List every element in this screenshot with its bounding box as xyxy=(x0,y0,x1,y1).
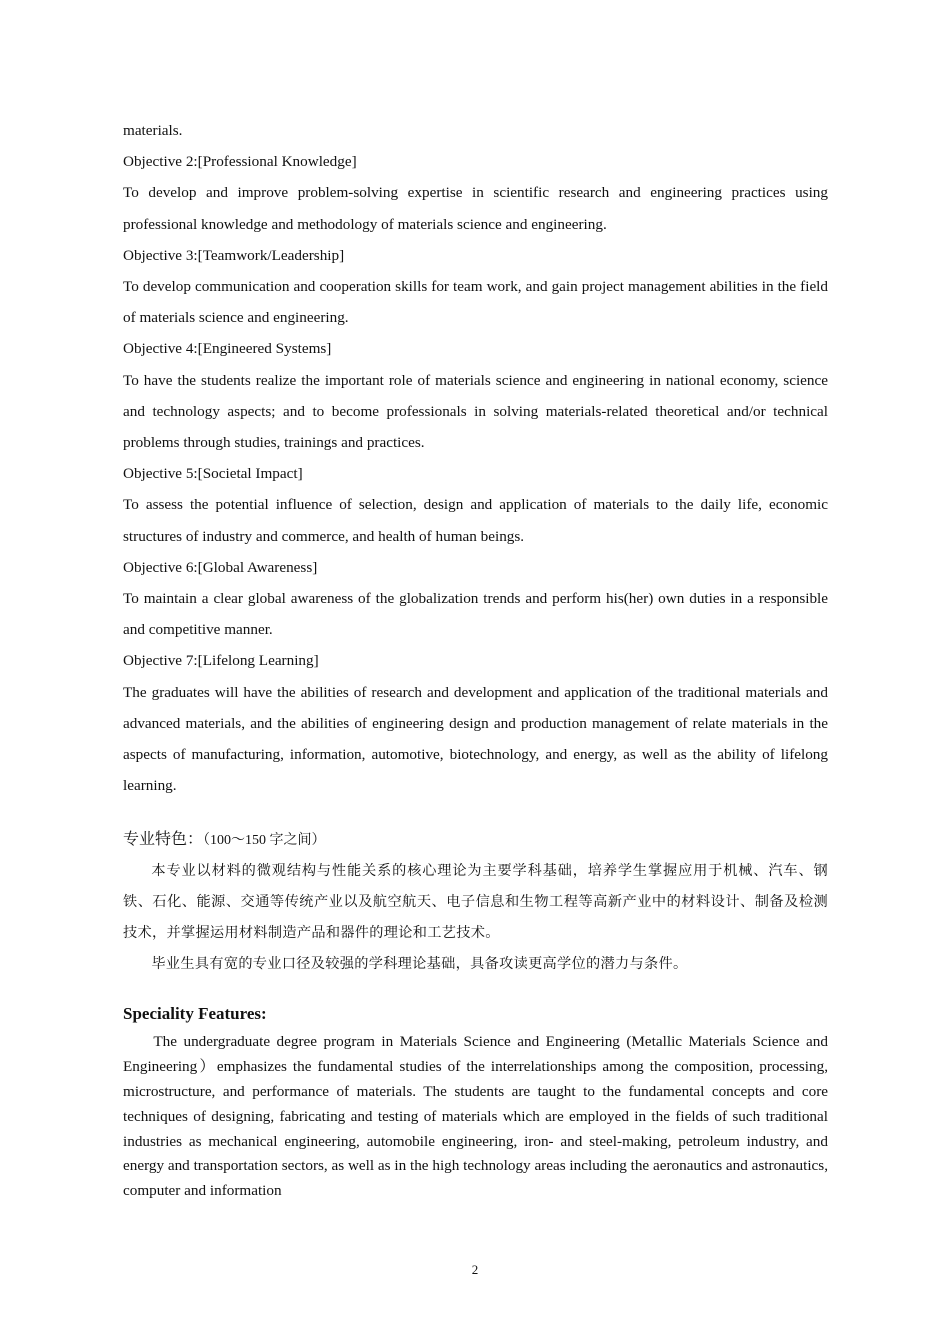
cn-heading-note: （100～150 字之间） xyxy=(203,833,326,849)
objective-2-title: Objective 2:[Professional Knowledge] xyxy=(123,153,357,171)
objective-5-title: Objective 5:[Societal Impact] xyxy=(123,465,303,483)
paragraph-continuation: materials. xyxy=(123,122,183,139)
objective-7-text: The graduates will have the abilities of research and development and application of the traditional materials and advanced materials, and the abilities of engineering design and production management of relate materials in the aspects of manufacturing, information, automotive, biotechnology, and energy, as well as the ability of lifelong learning. xyxy=(123,683,828,795)
objective-6-text: To maintain a clear global awareness of the globalization trends and perform his(her) own duties in a responsible and competitive manner. xyxy=(123,590,828,639)
objective-4-title: Objective 4:[Engineered Systems] xyxy=(123,340,332,358)
objective-3-title: Objective 3:[Teamwork/Leadership] xyxy=(123,246,345,264)
objective-3-text: To develop communication and cooperation skills for team work, and gain project management abilities in the field of materials science and engineering. xyxy=(123,278,828,327)
speciality-features-text: The undergraduate degree program in Materials Science and Engineering (Metallic Materials Science and Engineering）emphasizes the fundamental studies of the interrelationships among the composition, processing, microstructure, and performance of materials. The students are taught to the fundamental concepts and core techniques of designing, fabricating and testing of materials which are employed in the fields of such traditional industries as mechanical engineering, automobile engineering, iron- and steel-making, petroleum industry, and energy and transportation sectors, as well as in the high technology areas including the aeronautics and astronautics, computer and information xyxy=(123,1033,828,1200)
page-number: 2 xyxy=(471,1262,479,1277)
cn-paragraph-2: 毕业生具有宽的专业口径及较强的学科理论基础，具备攻读更高学位的潜力与条件。 xyxy=(151,956,688,973)
objective-6-title: Objective 6:[Global Awareness] xyxy=(123,558,318,576)
objective-4-text: To have the students realize the important role of materials science and engineering in national economy, science and technology aspects; and to become professionals in solving materials-related theoretical and/or technical problems through studies, trainings and practices. xyxy=(123,371,828,452)
objective-5-text: To assess the potential influence of selection, design and application of materials to the daily life, economic structures of industry and commerce, and health of human beings. xyxy=(123,496,828,545)
cn-paragraph-1: 本专业以材料的微观结构与性能关系的核心理论为主要学科基础，培养学生掌握应用于机械、汽车、钢铁、石化、能源、交通等传统产业以及航空航天、电子信息和生物工程等高新产业中的材料设计、制备及检测技术，并掌握运用材料制造产品和器件的理论和工艺技术。 xyxy=(123,863,828,942)
cn-heading-label: 专业特色： xyxy=(123,829,204,849)
objective-2-text: To develop and improve problem-solving expertise in scientific research and engineering practices using professional knowledge and methodology of materials science and engineering. xyxy=(123,184,828,233)
document-page xyxy=(123,115,828,1204)
objective-7-title: Objective 7:[Lifelong Learning] xyxy=(123,652,319,670)
cn-section-heading xyxy=(123,823,828,856)
speciality-features-heading: Speciality Features: xyxy=(123,1004,267,1024)
